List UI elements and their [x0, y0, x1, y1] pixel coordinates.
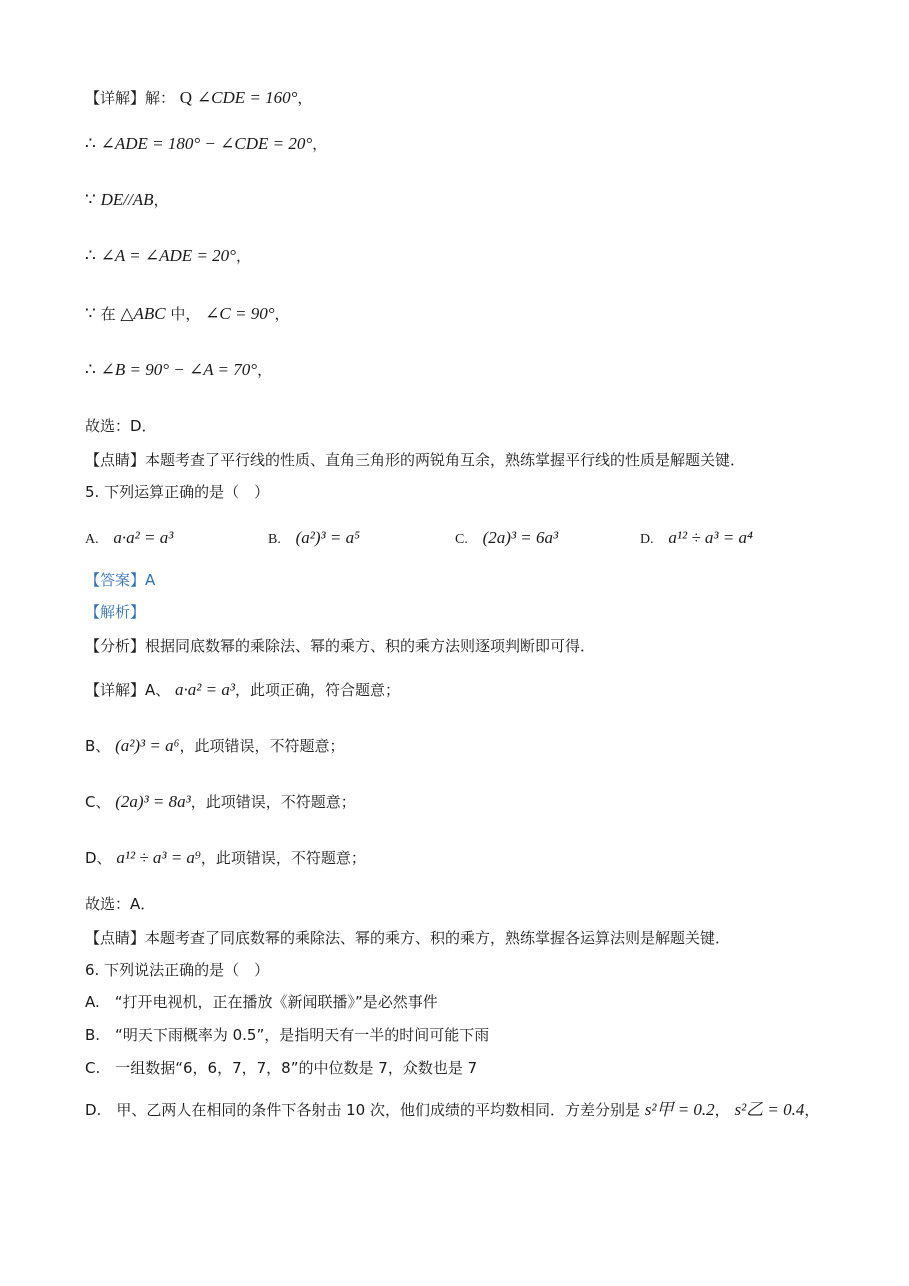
- punct: ，: [153, 191, 169, 209]
- option-expression: (a²)³ = a⁵: [295, 528, 361, 547]
- variance-jia: s²甲 = 0.2: [644, 1100, 715, 1119]
- detail-prefix: D、: [85, 849, 112, 867]
- detail2-line-c: [85, 792, 356, 812]
- text-in: 在: [100, 305, 116, 323]
- detail2-line-a: [85, 680, 400, 700]
- equation-cde: ∠CDE = 160°: [196, 88, 298, 107]
- analysis-heading: 【解析】: [85, 603, 146, 621]
- punct: ，: [312, 135, 328, 153]
- option-label: A.: [85, 532, 99, 547]
- punct: ，: [714, 1101, 730, 1119]
- detail-label: 【详解】解：: [85, 89, 176, 107]
- punct: ，: [274, 305, 290, 323]
- q5-option-c: [455, 527, 558, 551]
- option-label: B.: [268, 532, 281, 547]
- detail-verdict: ，此项错误，不符题意；: [190, 793, 356, 811]
- option-expression: (2a)³ = 6a³: [482, 528, 559, 547]
- therefore-symbol: ∴: [85, 360, 96, 379]
- option-expression: a·a² = a³: [113, 528, 174, 547]
- option-label: C.: [455, 532, 468, 547]
- step-line-1: [85, 134, 327, 154]
- answer-line: 【答案】A: [85, 571, 156, 589]
- punct: ，: [257, 361, 273, 379]
- equation-angle-a: ∠A = ∠ADE = 20°: [100, 246, 236, 265]
- detail-expression: a·a² = a³: [175, 680, 235, 699]
- step-line-3: [85, 246, 251, 266]
- detail-verdict: ，此项错误，不符题意；: [200, 849, 366, 867]
- variance-yi: s²乙 = 0.4: [734, 1100, 805, 1119]
- therefore-symbol: ∴: [85, 134, 96, 153]
- detail-expression: (2a)³ = 8a³: [115, 792, 191, 811]
- equation-angle-c: ∠C = 90°: [205, 304, 275, 323]
- text-middle: 中，: [170, 305, 201, 323]
- because-symbol: ∵: [85, 304, 96, 323]
- option-label: D.: [640, 532, 654, 547]
- equation-angle-b: ∠B = 90° − ∠A = 70°: [100, 360, 258, 379]
- step-line-2: [85, 190, 169, 210]
- analyze-line: 【分析】根据同底数幂的乘除法、幂的乘方、积的乘方法则逐项判断即可得．: [85, 637, 596, 655]
- q5-option-b: [268, 527, 360, 551]
- option-d-text: D. 甲、乙两人在相同的条件下各射击 10 次，他们成绩的平均数相同．方差分别是: [85, 1101, 640, 1119]
- detail-expression: (a²)³ = a⁶: [115, 736, 180, 755]
- q6-option-c: C. 一组数据“6，6，7，7，8”的中位数是 7，众数也是 7: [85, 1059, 478, 1077]
- punct: ，: [235, 247, 251, 265]
- q5-option-a: [85, 527, 173, 551]
- detail-prefix: 【详解】A、: [85, 681, 171, 699]
- equation-parallel: DE//AB: [100, 190, 154, 209]
- detail-verdict: ，此项正确，符合题意；: [234, 681, 400, 699]
- choose-line-2: 故选：A．: [85, 895, 156, 913]
- detail-verdict: ，此项错误，不符题意；: [179, 737, 345, 755]
- option-expression: a¹² ÷ a³ = a⁴: [668, 528, 753, 547]
- because-symbol: Q: [179, 88, 193, 107]
- step-line-4: [85, 304, 290, 324]
- point-line-2: 【点睛】本题考查了同底数幂的乘除法、幂的乘方、积的乘方，熟练掌握各运算法则是解题关键．: [85, 929, 731, 947]
- question-5-stem: 5. 下列运算正确的是（ ）: [85, 483, 270, 501]
- q6-option-d: [85, 1100, 819, 1120]
- q6-option-b: B. “明天下雨概率为 0.5”，是指明天有一半的时间可能下雨: [85, 1026, 490, 1044]
- step-line-5: [85, 360, 272, 380]
- detail-line-1: [85, 88, 312, 108]
- detail2-line-d: [85, 848, 366, 868]
- detail2-line-b: [85, 736, 345, 756]
- q6-option-a: A. “打开电视机，正在播放《新闻联播》”是必然事件: [85, 993, 438, 1011]
- therefore-symbol: ∴: [85, 246, 96, 265]
- choose-line-1: 故选：D．: [85, 417, 157, 435]
- because-symbol: ∵: [85, 190, 96, 209]
- q5-option-d: [640, 527, 753, 551]
- equation-ade: ∠ADE = 180° − ∠CDE = 20°: [100, 134, 313, 153]
- detail-prefix: C、: [85, 793, 111, 811]
- triangle-abc: △ABC: [120, 304, 166, 323]
- punct: ，: [297, 89, 313, 107]
- question-6-stem: 6. 下列说法正确的是（ ）: [85, 961, 270, 979]
- point-line-1: 【点睛】本题考查了平行线的性质、直角三角形的两锐角互余，熟练掌握平行线的性质是解题关键．: [85, 451, 746, 469]
- punct: ，: [804, 1101, 820, 1119]
- detail-prefix: B、: [85, 737, 111, 755]
- detail-expression: a¹² ÷ a³ = a⁹: [116, 848, 201, 867]
